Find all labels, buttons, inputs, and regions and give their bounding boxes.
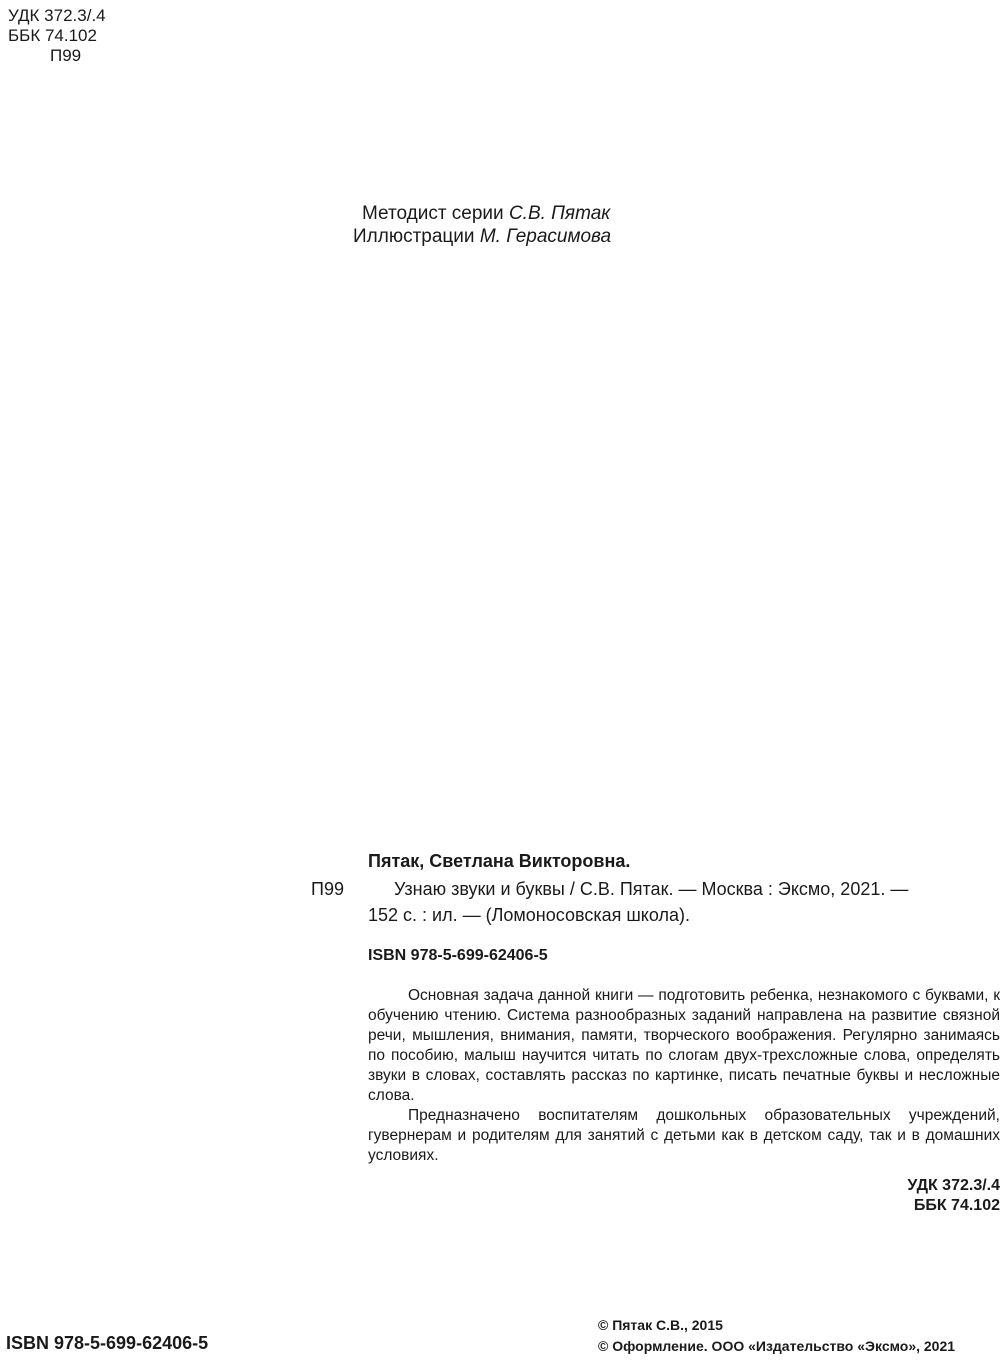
annotation: [368, 986, 1000, 1166]
catalog-mark: П99: [311, 879, 344, 899]
header-udk: УДК 372.3/.4: [8, 6, 106, 25]
catalog-udk: УДК 372.3/.4: [907, 1177, 1000, 1194]
methodist-name: С.В. Пятак: [508, 203, 611, 224]
catalog-line-1: Узнаю звуки и буквы / С.В. Пятак. — Москва : Эксмо, 2021. —: [394, 879, 909, 899]
methodist-label: Методист серии: [362, 203, 504, 224]
header-bbk: ББК 74.102: [8, 26, 97, 45]
catalog-author: Пятак, Светлана Викторовна.: [368, 851, 631, 871]
copyright-author: © Пятак С.В., 2015: [598, 1317, 723, 1333]
catalog-isbn: ISBN 978-5-699-62406-5: [368, 947, 548, 964]
header-author-mark: П99: [50, 46, 82, 65]
catalog-bbk: ББК 74.102: [913, 1197, 1000, 1214]
illustrations-credit: [353, 225, 611, 249]
annotation-paragraph-1: Основная задача данной книги — подготовить ребенка, незнакомого с буквами, к обучению чтению. Система разнообразных заданий направлена на развитие связной речи, мышления, внимания, памяти, творческого воображения. Регулярно занимаясь по пособию, малыш научится читать по слогам двух-трехсложные слова, определять звуки в словах, составлять рассказ по картинке, писать печатные буквы и несложные слова.: [368, 987, 1000, 1104]
annotation-paragraph-2: Предназначено воспитателям дошкольных образовательных учреждений, гувернерам и родителям для занятий с детьми как в детском саду, так и в домашних условиях.: [368, 1107, 1000, 1164]
illustrations-label: Иллюстрации: [353, 226, 475, 247]
illustrations-name: М. Герасимова: [479, 226, 612, 247]
catalog-line-2: 152 с. : ил. — (Ломоносовская школа).: [368, 905, 690, 925]
methodist-credit: [362, 202, 610, 226]
footer-isbn: ISBN 978-5-699-62406-5: [6, 1333, 209, 1353]
copyright-design: © Оформление. ООО «Издательство «Эксмо», 2021: [598, 1338, 956, 1354]
